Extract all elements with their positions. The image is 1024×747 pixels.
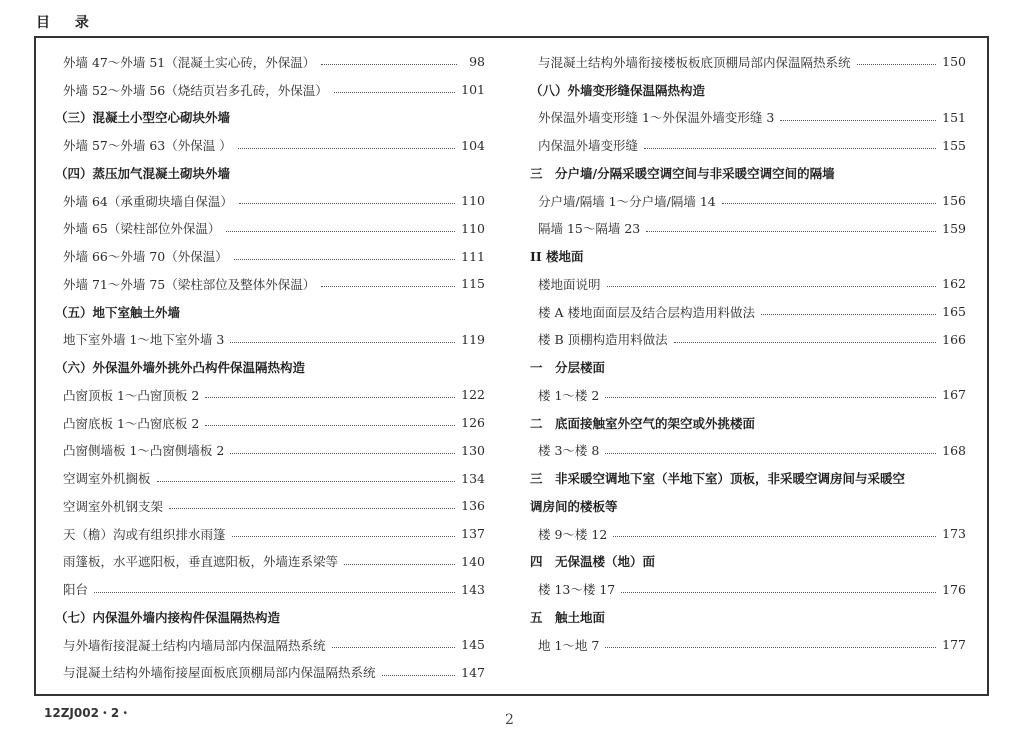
toc-entry-title: 阳台: [63, 582, 89, 598]
toc-entry-title: 四 无保温楼（地）面: [530, 554, 656, 570]
toc-entry-title: 雨篷板，水平遮阳板，垂直遮阳板，外墙连系梁等: [63, 554, 339, 570]
toc-page-number: 162: [942, 276, 966, 292]
toc-entry[interactable]: [55, 492, 485, 520]
dot-leader: [321, 286, 455, 287]
toc-entry[interactable]: [530, 104, 966, 132]
toc-entry-title: 楼 9～楼 12: [538, 526, 608, 542]
dot-leader: [230, 342, 455, 343]
toc-entry-title: 外墙 65（梁柱部位外保温）: [63, 221, 221, 237]
toc-entry-title: （七）内保温外墙内接构件保温隔热构造: [55, 609, 281, 625]
toc-section-heading: [55, 159, 485, 187]
toc-entry-title: 三 非采暖空调地下室（半地下室）顶板，非采暖空调房间与采暖空: [530, 471, 906, 487]
document-code: 12ZJ002・2・: [44, 706, 132, 720]
toc-entry-title: 凸窗侧墙板 1～凸窗侧墙板 2: [63, 443, 225, 459]
toc-page-number: 104: [461, 137, 485, 153]
dot-leader: [332, 647, 456, 648]
toc-entry[interactable]: [530, 631, 966, 659]
dot-leader: [239, 203, 455, 204]
toc-entry-title: 地 1～地 7: [538, 637, 600, 653]
toc-entry-title: 二 底面接触室外空气的架空或外挑楼面: [530, 415, 756, 431]
toc-entry[interactable]: [55, 270, 485, 298]
toc-entry-title: （三）混凝土小型空心砌块外墙: [55, 110, 231, 126]
toc-page-number: 145: [461, 637, 485, 653]
dot-leader: [205, 397, 455, 398]
dot-leader: [674, 342, 937, 343]
dot-leader: [230, 453, 455, 454]
dot-leader: [205, 425, 455, 426]
toc-entry-title: 外墙 47～外墙 51（混凝土实心砖，外保温）: [63, 54, 316, 70]
toc-entry-title: 楼 1～楼 2: [538, 387, 600, 403]
toc-page-number: 156: [942, 193, 966, 209]
toc-page-number: 151: [942, 109, 966, 125]
toc-section-heading: [55, 603, 485, 631]
toc-entry-title: II 楼地面: [530, 249, 584, 265]
toc-page-number: 126: [461, 415, 485, 431]
toc-entry[interactable]: [55, 520, 485, 548]
toc-entry[interactable]: [530, 326, 966, 354]
toc-entry[interactable]: [55, 242, 485, 270]
toc-entry[interactable]: [55, 187, 485, 215]
toc-entry[interactable]: [530, 520, 966, 548]
toc-page-number: 168: [942, 442, 966, 458]
dot-leader: [722, 203, 936, 204]
toc-section-heading: [530, 159, 966, 187]
toc-page-number: 173: [942, 526, 966, 542]
toc-entry[interactable]: [530, 215, 966, 243]
dot-leader: [234, 259, 455, 260]
toc-entry-title: （五）地下室触土外墙: [55, 304, 181, 320]
toc-entry[interactable]: [55, 76, 485, 104]
toc-entry-title: 楼 A 楼地面面层及结合层构造用料做法: [538, 304, 755, 320]
toc-section-heading: [55, 353, 485, 381]
toc-page-number: 176: [942, 581, 966, 597]
toc-entry-title: 楼 B 顶棚构造用料做法: [538, 332, 668, 348]
dot-leader: [232, 536, 456, 537]
toc-section-heading: [530, 242, 966, 270]
toc-entry-title: 外墙 57～外墙 63（外保温 ）: [63, 138, 232, 154]
toc-page-number: 136: [461, 498, 485, 514]
toc-page-number: 111: [461, 248, 485, 264]
toc-entry-title: 隔墙 15～隔墙 23: [538, 221, 641, 237]
dot-leader: [334, 92, 455, 93]
toc-section-heading: [530, 353, 966, 381]
toc-entry-title: （四）蒸压加气混凝土砌块外墙: [55, 165, 231, 181]
toc-page-number: 110: [461, 220, 485, 236]
toc-page-number: 166: [942, 331, 966, 347]
dot-leader: [621, 592, 936, 593]
toc-page-number: 150: [942, 54, 966, 70]
toc-entry-title: 天（檐）沟或有组织排水雨篷: [63, 526, 226, 542]
toc-entry-title: 调房间的楼板等: [530, 498, 618, 514]
dot-leader: [605, 397, 936, 398]
dot-leader: [169, 508, 455, 509]
toc-section-heading: [530, 548, 966, 576]
toc-entry[interactable]: [55, 131, 485, 159]
dot-leader: [646, 231, 936, 232]
toc-entry-title: （六）外保温外墙外挑外凸构件保温隔热构造: [55, 360, 306, 376]
toc-page-number: 122: [461, 387, 485, 403]
toc-left-column: [55, 48, 485, 686]
toc-section-heading: [530, 492, 966, 520]
dot-leader: [382, 675, 456, 676]
dot-leader: [344, 564, 455, 565]
toc-page-number: 143: [461, 581, 485, 597]
dot-leader: [644, 148, 936, 149]
toc-entry[interactable]: [55, 548, 485, 576]
toc-entry[interactable]: [530, 381, 966, 409]
toc-entry-title: 凸窗顶板 1～凸窗顶板 2: [63, 387, 200, 403]
toc-entry-title: 外墙 71～外墙 75（梁柱部位及整体外保温）: [63, 276, 316, 292]
toc-entry-title: 外保温外墙变形缝 1～外保温外墙变形缝 3: [538, 110, 775, 126]
toc-right-column: [530, 48, 966, 659]
toc-entry[interactable]: [530, 298, 966, 326]
toc-entry-title: 外墙 64（承重砌块墙自保温）: [63, 193, 233, 209]
toc-section-heading: [530, 409, 966, 437]
dot-leader: [157, 481, 456, 482]
dot-leader: [605, 647, 936, 648]
toc-page-number: 98: [469, 54, 485, 70]
toc-page-number: 115: [461, 276, 485, 292]
toc-entry[interactable]: [530, 437, 966, 465]
page-title: 目 录: [36, 15, 99, 31]
toc-page-number: 101: [461, 82, 485, 98]
dot-leader: [607, 286, 937, 287]
toc-entry[interactable]: [55, 215, 485, 243]
toc-entry[interactable]: [55, 48, 485, 76]
toc-entry[interactable]: [55, 631, 485, 659]
dot-leader: [238, 148, 455, 149]
toc-entry[interactable]: [530, 187, 966, 215]
toc-section-heading: [530, 76, 966, 104]
toc-page-number: 165: [942, 304, 966, 320]
toc-section-heading: [55, 298, 485, 326]
toc-entry-title: 一 分层楼面: [530, 360, 606, 376]
toc-section-heading: [530, 464, 966, 492]
toc-page-number: 140: [461, 553, 485, 569]
dot-leader: [321, 64, 457, 65]
toc-entry-title: 地下室外墙 1～地下室外墙 3: [63, 332, 225, 348]
toc-entry-title: 内保温外墙变形缝: [538, 138, 639, 154]
toc-entry-title: 空调室外机钢支架: [63, 498, 164, 514]
toc-entry[interactable]: [55, 464, 485, 492]
toc-entry-title: 楼 3～楼 8: [538, 443, 600, 459]
toc-entry-title: 三 分户墙/分隔采暖空调空间与非采暖空调空间的隔墙: [530, 165, 835, 181]
toc-entry[interactable]: [530, 131, 966, 159]
toc-entry[interactable]: [530, 270, 966, 298]
dot-leader: [857, 64, 937, 65]
dot-leader: [613, 536, 936, 537]
toc-entry[interactable]: [530, 48, 966, 76]
toc-section-heading: [530, 603, 966, 631]
toc-entry-title: 与外墙衔接混凝土结构内墙局部内保温隔热系统: [63, 637, 326, 653]
toc-page-number: 155: [942, 137, 966, 153]
toc-entry-title: 楼地面说明: [538, 276, 601, 292]
toc-entry-title: 外墙 66～外墙 70（外保温）: [63, 249, 228, 265]
toc-entry[interactable]: [55, 437, 485, 465]
toc-entry[interactable]: [55, 381, 485, 409]
toc-entry-title: 外墙 52～外墙 56（烧结页岩多孔砖，外保温）: [63, 82, 328, 98]
toc-page-number: 147: [461, 664, 485, 680]
toc-page-number: 167: [942, 387, 966, 403]
toc-page-number: 177: [942, 637, 966, 653]
toc-page-number: 134: [461, 470, 485, 486]
toc-page-number: 110: [461, 193, 485, 209]
toc-entry[interactable]: [55, 575, 485, 603]
toc-entry-title: 五 触土地面: [530, 609, 606, 625]
toc-entry-title: 与混凝土结构外墙衔接楼板板底顶棚局部内保温隔热系统: [538, 54, 851, 70]
toc-entry-title: 空调室外机搁板: [63, 471, 151, 487]
toc-entry[interactable]: [55, 326, 485, 354]
toc-entry-title: （八）外墙变形缝保温隔热构造: [530, 82, 706, 98]
toc-entry-title: 凸窗底板 1～凸窗底板 2: [63, 415, 200, 431]
toc-entry-title: 与混凝土结构外墙衔接屋面板底顶棚局部内保温隔热系统: [63, 665, 376, 681]
dot-leader: [780, 120, 936, 121]
toc-page-number: 130: [461, 442, 485, 458]
toc-page-number: 137: [461, 526, 485, 542]
dot-leader: [94, 592, 455, 593]
dot-leader: [761, 314, 936, 315]
toc-entry[interactable]: [530, 575, 966, 603]
toc-entry-title: 分户墙/隔墙 1～分户墙/隔墙 14: [538, 193, 716, 209]
dot-leader: [605, 453, 936, 454]
page-number: 2: [505, 712, 514, 728]
toc-entry[interactable]: [55, 409, 485, 437]
toc-section-heading: [55, 104, 485, 132]
toc-entry[interactable]: [55, 659, 485, 687]
toc-page-number: 159: [942, 220, 966, 236]
dot-leader: [226, 231, 455, 232]
toc-page-number: 119: [461, 331, 485, 347]
toc-entry-title: 楼 13～楼 17: [538, 582, 616, 598]
